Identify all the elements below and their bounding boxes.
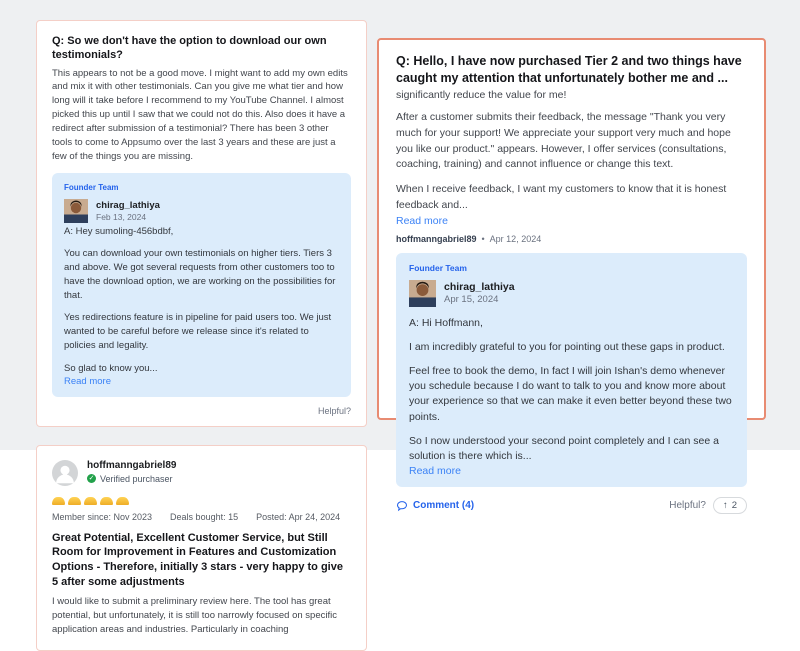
reply-paragraph: I am incredibly grateful to you for pointing out these gaps in product. [409,340,734,355]
read-more-link[interactable]: Read more [409,465,461,477]
helpful-label: Helpful? [669,500,706,511]
question-card-right [377,38,766,420]
reply-paragraph: Yes redirections feature is in pipeline for paid users too. We just wanted to be careful before we release since it's related to policies and legality. [64,311,339,352]
helpful-group [669,497,747,514]
reply-date: Apr 15, 2024 [444,294,515,305]
asker-name: hoffmanngabriel89 [396,234,477,244]
review-card [36,445,367,651]
comment-link[interactable] [396,500,474,512]
read-more-link[interactable]: Read more [396,215,747,227]
verified-label: Verified purchaser [100,474,173,484]
taco-icon [84,497,97,505]
reply-date: Feb 13, 2024 [96,212,160,222]
comment-label: Comment (4) [413,500,474,511]
reply-header [64,199,339,223]
question-title: Q: So we don't have the option to download our own testimonials? [52,34,351,63]
founder-team-badge: Founder Team [409,263,734,273]
reply-greeting: A: Hi Hoffmann, [409,316,734,331]
taco-icon [116,497,129,505]
reply-author-name: chirag_lathiya [96,200,160,211]
question-subline: significantly reduce the value for me! [396,89,747,101]
review-meta [52,512,351,522]
read-more-link[interactable]: Read more [64,376,111,387]
rating-tacos [52,497,351,505]
separator-dot: • [482,234,485,244]
question-body: This appears to not be a good move. I might want to add my own edits and mix it with other testimonials. Can you give me what tier and how long will it take before I recommend to my YouTube Channel. I almost picked this up until I saw that we could not do this. Also does it have a redirect after submission of a testimonial? There has been 3 other tools to come to Appsumo over the last 3 years and these are just a few of the things you are missing. [52,67,351,164]
asker-row [396,234,747,244]
deals-bought: Deals bought: 15 [170,512,238,522]
founder-avatar [409,280,436,307]
reply-paragraph: Feel free to book the demo, In fact I will join Ishan's demo whenever you schedule because I do want to talk to you and know more about your experience so that we can make it even better beyond these two points. [409,364,734,425]
reviewer-header [52,460,351,486]
founder-reply [396,253,747,488]
taco-icon [68,497,81,505]
verified-check-icon: ✓ [87,474,96,483]
reviewer-name: hoffmanngabriel89 [87,460,176,471]
founder-reply [52,173,351,397]
up-arrow-icon: ↑ [723,500,728,511]
question-paragraph: When I receive feedback, I want my customers to know that it is honest feedback and... [396,182,747,214]
member-since: Member since: Nov 2023 [52,512,152,522]
reply-author-name: chirag_lathiya [444,281,515,293]
reply-author-block [96,200,160,222]
reply-greeting: A: Hey sumoling-456bdbf, [64,225,339,239]
review-body: I would like to submit a preliminary review here. The tool has great potential, but unfortunately, it is still too narrowly focused on specific application areas and industries. Particularly in coaching [52,595,351,637]
upvote-count: 2 [732,500,737,511]
founder-avatar [64,199,88,223]
reply-author-block [444,281,515,305]
reviewer-avatar [52,460,78,486]
comment-bubble-icon [396,500,408,512]
card-actions [396,487,747,514]
review-title: Great Potential, Excellent Customer Service, but Still Room for Improvement in Features and Customization Options - Therefore, initially 3 stars - very happy to give 5 after some adjustments [52,531,351,590]
reply-paragraph: So glad to know you... [64,362,339,376]
question-card-left [36,20,367,427]
reply-paragraph: So I now understood your second point completely and I can see a solution is there which is... [409,434,734,464]
taco-icon [52,497,65,505]
question-paragraph: After a customer submits their feedback, the message "Thank you very much for your support! We appreciate your support very much and hope you like our product." appears. However, I offer services (consultations, coaching, training) and cannot influence or change this text. [396,110,747,173]
helpful-label[interactable]: Helpful? [52,406,351,416]
upvote-button[interactable] [713,497,747,514]
question-title: Q: Hello, I have now purchased Tier 2 and two things have caught my attention that unfortunately bother me and ... [396,53,747,86]
asked-date: Apr 12, 2024 [490,234,542,244]
founder-team-badge: Founder Team [64,183,339,192]
taco-icon [100,497,113,505]
reviewer-info [87,460,176,484]
posted-date: Posted: Apr 24, 2024 [256,512,340,522]
reply-paragraph: You can download your own testimonials on higher tiers. Tiers 3 and above. We got several requests from other customers too to have the download option, we are working on the possibilities for that. [64,247,339,302]
verified-purchaser [87,474,176,484]
left-column [36,20,367,651]
reply-header [409,280,734,307]
